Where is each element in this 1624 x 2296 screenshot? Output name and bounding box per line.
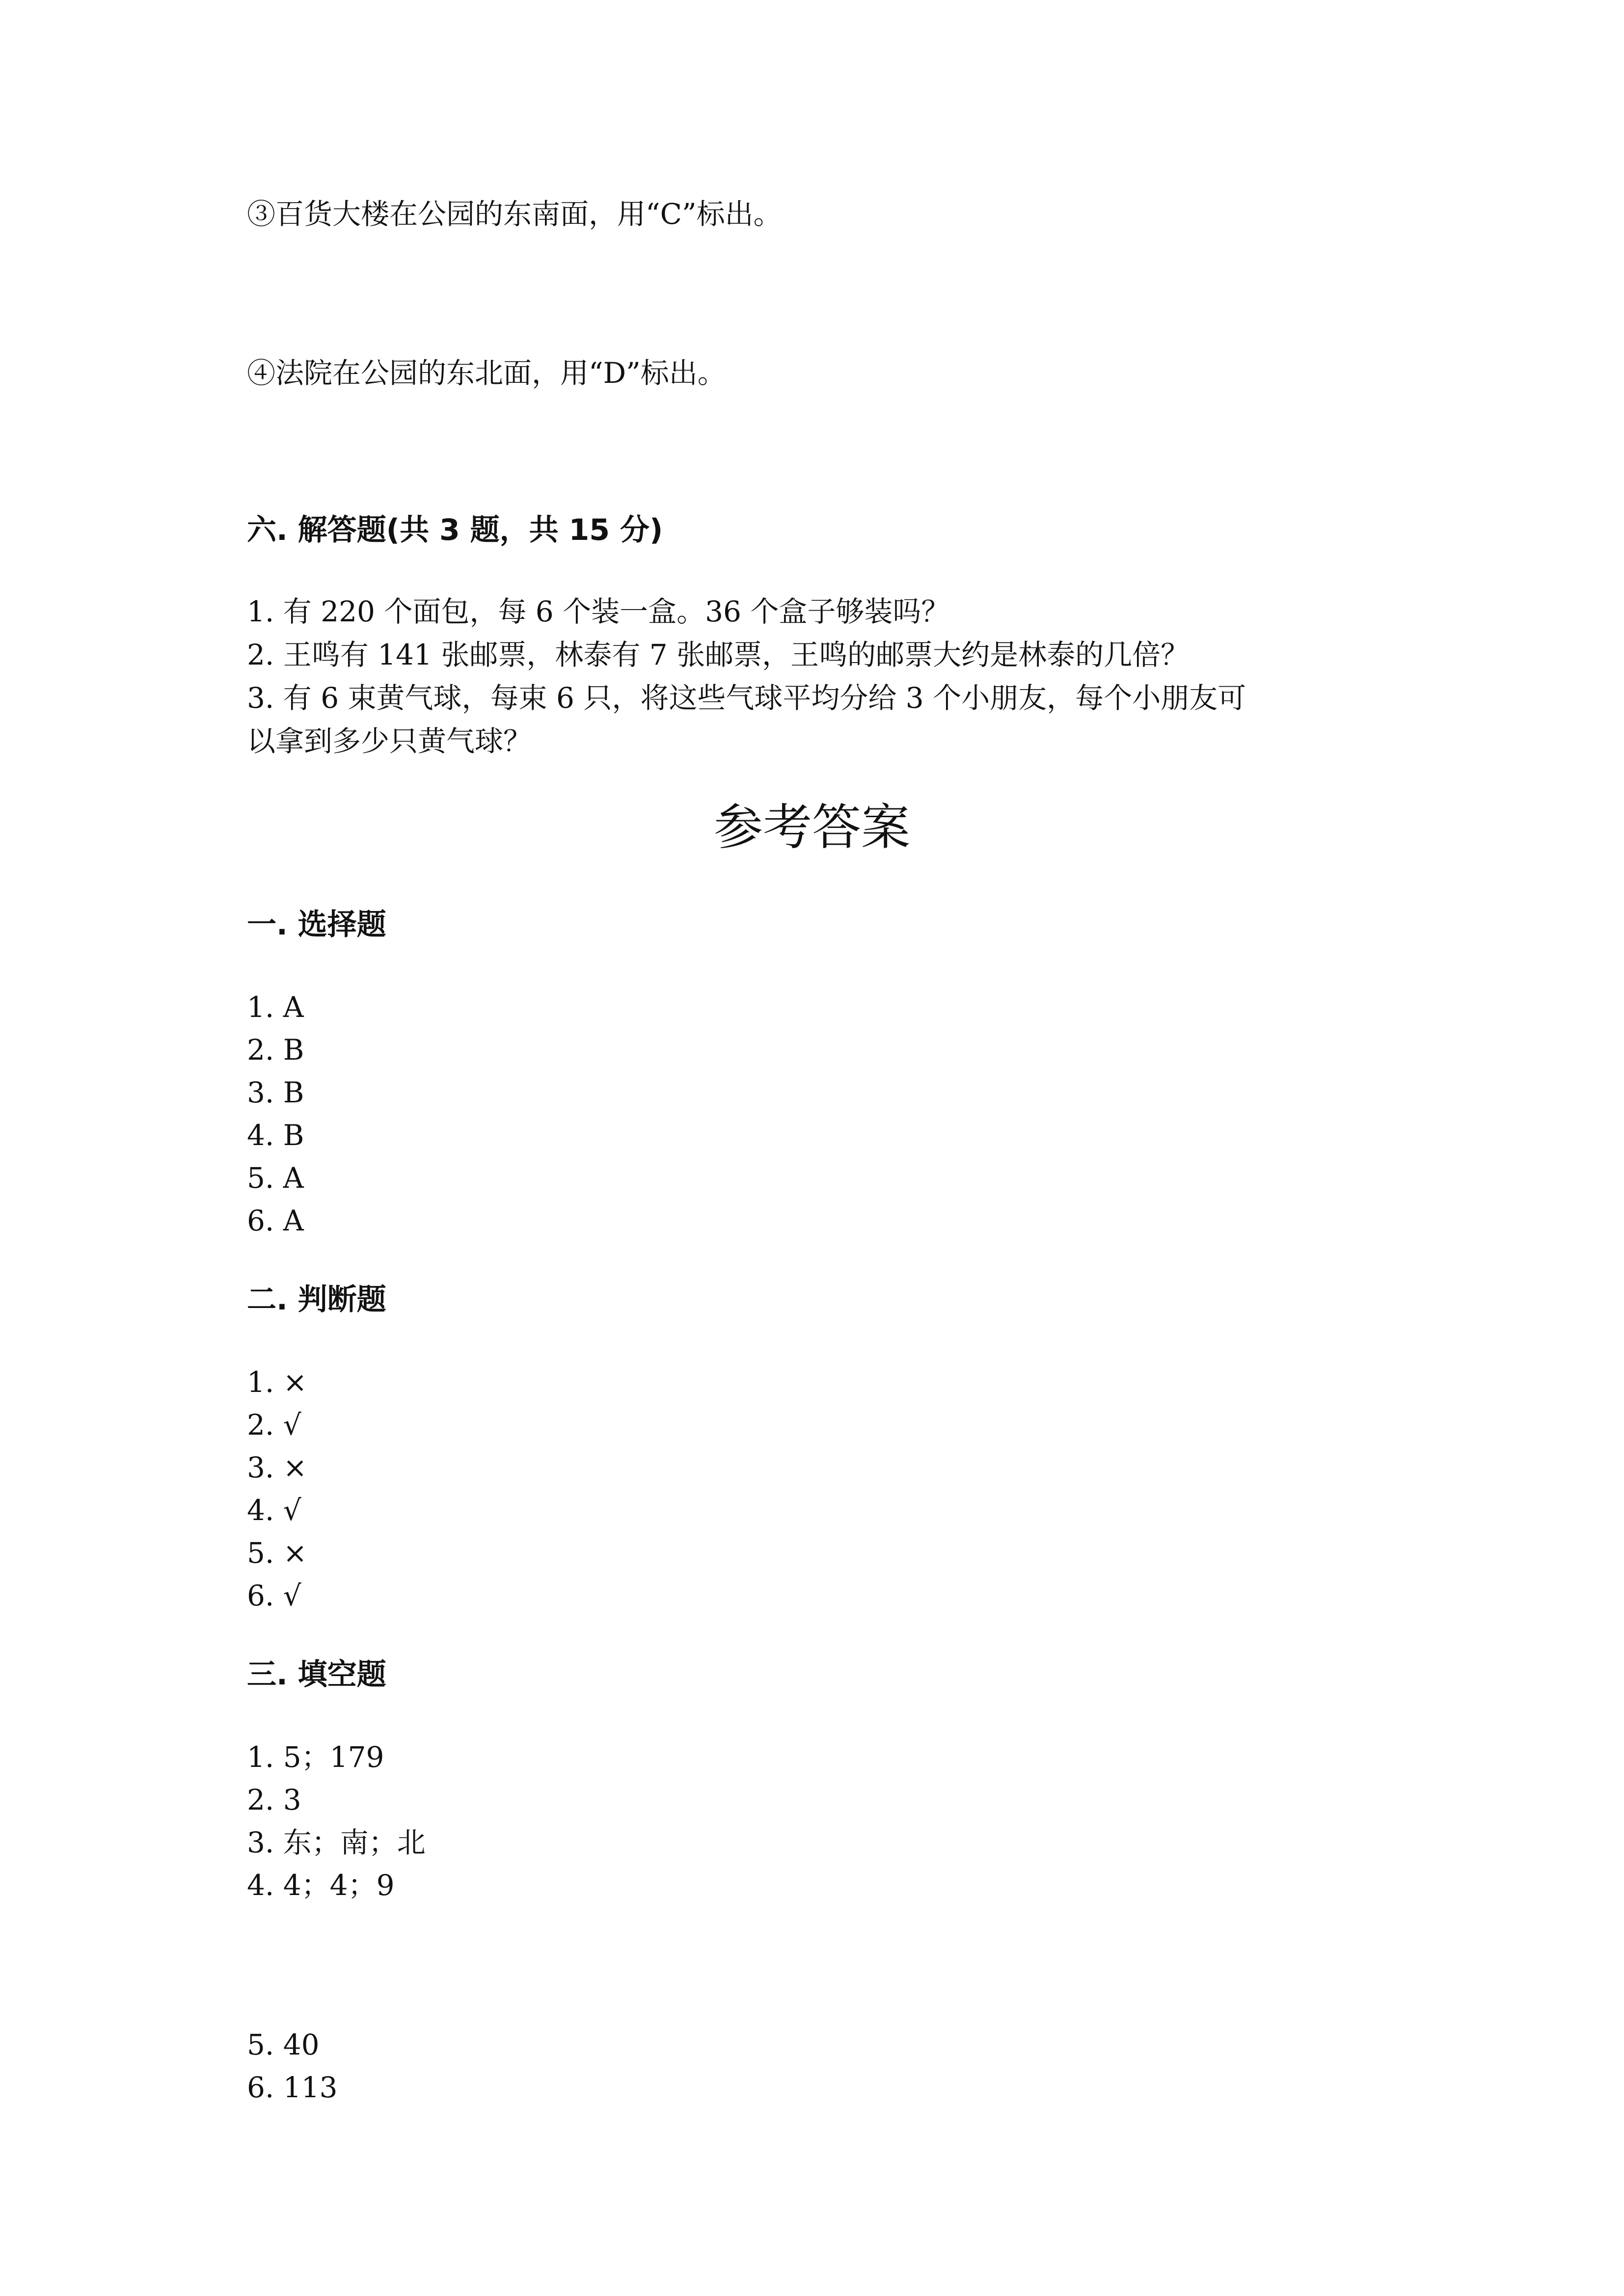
answer-section-3-heading: 三. 填空题 — [247, 1657, 386, 1692]
answer-1-3: 3. B — [247, 1076, 304, 1109]
answer-1-6: 6. A — [247, 1204, 304, 1237]
answer-section-1-heading: 一. 选择题 — [247, 908, 386, 942]
answer-2-3: 3. × — [247, 1451, 307, 1484]
answer-section-2-heading: 二. 判断题 — [247, 1282, 386, 1317]
answer-2-6: 6. √ — [247, 1579, 301, 1612]
answer-3-1: 1. 5；179 — [247, 1740, 384, 1774]
question-1: 1. 有 220 个面包，每 6 个装一盒。36 个盒子够装吗？ — [247, 595, 950, 628]
answer-3-6: 6. 113 — [247, 2071, 338, 2104]
answer-3-4: 4. 4；4；9 — [247, 1869, 395, 1902]
answer-1-2: 2. B — [247, 1033, 304, 1067]
map-instruction-c: ③百货大楼在公园的东南面，用“C”标出。 — [247, 197, 782, 231]
answer-2-4: 4. √ — [247, 1494, 301, 1527]
question-3-line-1: 3. 有 6 束黄气球，每束 6 只，将这些气球平均分给 3 个小朋友，每个小朋友可 — [247, 681, 1246, 715]
answer-key-title: 参考答案 — [714, 799, 910, 856]
answer-2-1: 1. × — [247, 1365, 307, 1399]
answer-2-5: 5. × — [247, 1536, 307, 1570]
answer-2-2: 2. √ — [247, 1408, 301, 1442]
section-6-heading: 六. 解答题(共 3 题，共 15 分) — [247, 513, 663, 547]
answer-3-5: 5. 40 — [247, 2028, 320, 2061]
answer-1-5: 5. A — [247, 1161, 304, 1195]
answer-3-3: 3. 东；南；北 — [247, 1826, 426, 1859]
question-3-line-2: 以拿到多少只黄气球？ — [247, 724, 532, 758]
question-2: 2. 王鸣有 141 张邮票，林泰有 7 张邮票，王鸣的邮票大约是林泰的几倍？ — [247, 638, 1190, 671]
answer-3-2: 2. 3 — [247, 1783, 301, 1816]
map-instruction-d: ④法院在公园的东北面，用“D”标出。 — [247, 356, 726, 390]
answer-1-1: 1. A — [247, 990, 304, 1024]
answer-1-4: 4. B — [247, 1119, 304, 1152]
